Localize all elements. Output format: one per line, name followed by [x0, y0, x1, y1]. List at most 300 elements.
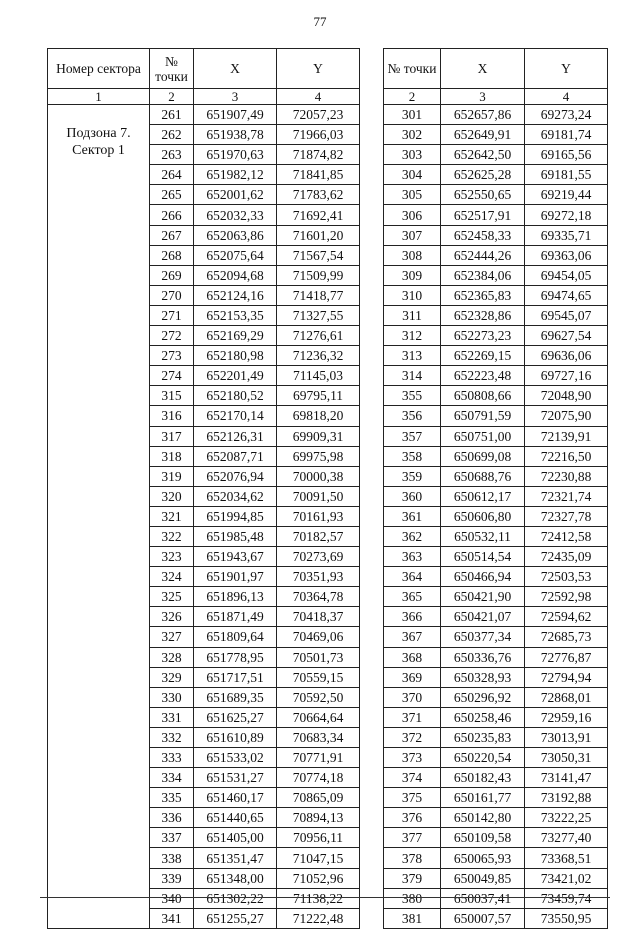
x-coordinate-cell: 652126,31: [194, 426, 277, 446]
point-number-cell: 362: [384, 526, 441, 546]
x-coordinate-cell: 650751,00: [441, 426, 525, 446]
x-coordinate-cell: 652087,71: [194, 446, 277, 466]
point-number-cell: 335: [150, 788, 194, 808]
y-coordinate-cell: 71692,41: [277, 205, 360, 225]
column-number: 4: [277, 89, 360, 105]
x-coordinate-cell: 652223,48: [441, 366, 525, 386]
x-coordinate-cell: 650699,08: [441, 446, 525, 466]
point-number-cell: 380: [384, 888, 441, 908]
table-row: [384, 828, 608, 848]
table-row: [384, 808, 608, 828]
y-coordinate-cell: 72503,53: [525, 567, 608, 587]
y-coordinate-cell: 72685,73: [525, 627, 608, 647]
y-coordinate-cell: 71236,32: [277, 346, 360, 366]
y-coordinate-cell: 72594,62: [525, 607, 608, 627]
point-number-cell: 355: [384, 386, 441, 406]
table-row: [384, 848, 608, 868]
x-coordinate-cell: 651255,27: [194, 908, 277, 928]
x-coordinate-cell: 650161,77: [441, 788, 525, 808]
y-coordinate-cell: 73277,40: [525, 828, 608, 848]
point-number-cell: 269: [150, 265, 194, 285]
point-number-cell: 302: [384, 125, 441, 145]
point-number-cell: 333: [150, 748, 194, 768]
y-coordinate-cell: 69975,98: [277, 446, 360, 466]
point-number-cell: 318: [150, 446, 194, 466]
x-coordinate-cell: 651531,27: [194, 768, 277, 788]
point-number-cell: 306: [384, 205, 441, 225]
x-coordinate-cell: 651348,00: [194, 868, 277, 888]
column-number: 2: [384, 89, 441, 105]
y-coordinate-cell: 72959,16: [525, 707, 608, 727]
point-number-cell: 368: [384, 647, 441, 667]
x-coordinate-cell: 650606,80: [441, 506, 525, 526]
table-row: [384, 486, 608, 506]
point-number-cell: 320: [150, 486, 194, 506]
y-coordinate-cell: 70161,93: [277, 506, 360, 526]
y-coordinate-cell: 71874,82: [277, 145, 360, 165]
point-number-cell: 317: [150, 426, 194, 446]
point-number-cell: 273: [150, 346, 194, 366]
point-number-cell: 336: [150, 808, 194, 828]
x-coordinate-cell: 651460,17: [194, 788, 277, 808]
point-number-cell: 272: [150, 326, 194, 346]
x-coordinate-cell: 652124,16: [194, 285, 277, 305]
x-coordinate-cell: 650421,90: [441, 587, 525, 607]
y-coordinate-cell: 70664,64: [277, 707, 360, 727]
header-y: Y: [277, 49, 360, 89]
right-coordinates-table: [383, 48, 608, 929]
y-coordinate-cell: 71841,85: [277, 165, 360, 185]
y-coordinate-cell: 69181,55: [525, 165, 608, 185]
y-coordinate-cell: 70865,09: [277, 788, 360, 808]
x-coordinate-cell: 651778,95: [194, 647, 277, 667]
x-coordinate-cell: 652001,62: [194, 185, 277, 205]
point-number-cell: 366: [384, 607, 441, 627]
x-coordinate-cell: 651907,49: [194, 105, 277, 125]
x-coordinate-cell: 652384,06: [441, 265, 525, 285]
x-coordinate-cell: 652273,23: [441, 326, 525, 346]
x-coordinate-cell: 651689,35: [194, 687, 277, 707]
header-sector: Номер сектора: [48, 49, 150, 89]
point-number-cell: 341: [150, 908, 194, 928]
x-coordinate-cell: 652094,68: [194, 265, 277, 285]
y-coordinate-cell: 73550,95: [525, 908, 608, 928]
y-coordinate-cell: 73141,47: [525, 768, 608, 788]
y-coordinate-cell: 69727,16: [525, 366, 608, 386]
point-number-cell: 378: [384, 848, 441, 868]
table-row: [384, 285, 608, 305]
table-row: [384, 788, 608, 808]
point-number-cell: 328: [150, 647, 194, 667]
point-number-cell: 330: [150, 687, 194, 707]
y-coordinate-cell: 69165,56: [525, 145, 608, 165]
point-number-cell: 262: [150, 125, 194, 145]
y-coordinate-cell: 69363,06: [525, 245, 608, 265]
y-coordinate-cell: 71567,54: [277, 245, 360, 265]
column-number: 2: [150, 89, 194, 105]
x-coordinate-cell: 652169,29: [194, 326, 277, 346]
point-number-cell: 326: [150, 607, 194, 627]
point-number-cell: 364: [384, 567, 441, 587]
x-coordinate-cell: 650808,66: [441, 386, 525, 406]
x-coordinate-cell: 652642,50: [441, 145, 525, 165]
table-row: [384, 607, 608, 627]
y-coordinate-cell: 70000,38: [277, 466, 360, 486]
table-row: [384, 265, 608, 285]
x-coordinate-cell: 651717,51: [194, 667, 277, 687]
x-coordinate-cell: 650142,80: [441, 808, 525, 828]
y-coordinate-cell: 70501,73: [277, 647, 360, 667]
table-row: [384, 426, 608, 446]
table-row: [384, 748, 608, 768]
y-coordinate-cell: 71509,99: [277, 265, 360, 285]
point-number-cell: 312: [384, 326, 441, 346]
point-number-cell: 315: [150, 386, 194, 406]
table-row: [384, 245, 608, 265]
y-coordinate-cell: 72075,90: [525, 406, 608, 426]
table-row: [384, 647, 608, 667]
point-number-cell: 270: [150, 285, 194, 305]
column-number-row: [384, 89, 608, 105]
point-number-cell: 274: [150, 366, 194, 386]
y-coordinate-cell: 69454,05: [525, 265, 608, 285]
y-coordinate-cell: 69795,11: [277, 386, 360, 406]
table-row: [48, 105, 360, 125]
x-coordinate-cell: 651985,48: [194, 526, 277, 546]
point-number-cell: 327: [150, 627, 194, 647]
x-coordinate-cell: 651871,49: [194, 607, 277, 627]
table-row: [384, 225, 608, 245]
table-row: [384, 205, 608, 225]
point-number-cell: 271: [150, 305, 194, 325]
y-coordinate-cell: 72321,74: [525, 486, 608, 506]
x-coordinate-cell: 651994,85: [194, 506, 277, 526]
x-coordinate-cell: 650336,76: [441, 647, 525, 667]
point-number-cell: 322: [150, 526, 194, 546]
y-coordinate-cell: 72794,94: [525, 667, 608, 687]
x-coordinate-cell: 652328,86: [441, 305, 525, 325]
point-number-cell: 303: [384, 145, 441, 165]
point-number-cell: 304: [384, 165, 441, 185]
point-number-cell: 265: [150, 185, 194, 205]
point-number-cell: 369: [384, 667, 441, 687]
x-coordinate-cell: 650037,41: [441, 888, 525, 908]
x-coordinate-cell: 651610,89: [194, 727, 277, 747]
point-number-cell: 376: [384, 808, 441, 828]
x-coordinate-cell: 652180,52: [194, 386, 277, 406]
point-number-cell: 268: [150, 245, 194, 265]
table-row: [384, 125, 608, 145]
header-row: [48, 49, 360, 89]
y-coordinate-cell: 73192,88: [525, 788, 608, 808]
table-row: [384, 145, 608, 165]
y-coordinate-cell: 69272,18: [525, 205, 608, 225]
x-coordinate-cell: 651938,78: [194, 125, 277, 145]
point-number-cell: 359: [384, 466, 441, 486]
x-coordinate-cell: 650514,54: [441, 547, 525, 567]
point-number-cell: 374: [384, 768, 441, 788]
y-coordinate-cell: 70364,78: [277, 587, 360, 607]
point-number-cell: 370: [384, 687, 441, 707]
y-coordinate-cell: 69335,71: [525, 225, 608, 245]
x-coordinate-cell: 650421,07: [441, 607, 525, 627]
y-coordinate-cell: 71047,15: [277, 848, 360, 868]
x-coordinate-cell: 651896,13: [194, 587, 277, 607]
point-number-cell: 310: [384, 285, 441, 305]
header-x: X: [441, 49, 525, 89]
x-coordinate-cell: 650182,43: [441, 768, 525, 788]
point-number-cell: 325: [150, 587, 194, 607]
table-row: [384, 406, 608, 426]
sector-label-line: Сектор 1: [72, 143, 125, 158]
y-coordinate-cell: 71783,62: [277, 185, 360, 205]
x-coordinate-cell: 652517,91: [441, 205, 525, 225]
x-coordinate-cell: 652458,33: [441, 225, 525, 245]
y-coordinate-cell: 69545,07: [525, 305, 608, 325]
table-row: [384, 868, 608, 888]
point-number-cell: 319: [150, 466, 194, 486]
point-number-cell: 372: [384, 727, 441, 747]
point-number-cell: 377: [384, 828, 441, 848]
column-number: 3: [441, 89, 525, 105]
y-coordinate-cell: 70894,13: [277, 808, 360, 828]
x-coordinate-cell: 652625,28: [441, 165, 525, 185]
header-row: [384, 49, 608, 89]
y-coordinate-cell: 70774,18: [277, 768, 360, 788]
x-coordinate-cell: 652201,49: [194, 366, 277, 386]
y-coordinate-cell: 71222,48: [277, 908, 360, 928]
point-number-cell: 267: [150, 225, 194, 245]
y-coordinate-cell: 71966,03: [277, 125, 360, 145]
point-number-cell: 331: [150, 707, 194, 727]
point-number-cell: 266: [150, 205, 194, 225]
page-bottom-rule: [40, 897, 610, 898]
point-number-cell: 375: [384, 788, 441, 808]
x-coordinate-cell: 650612,17: [441, 486, 525, 506]
x-coordinate-cell: 651809,64: [194, 627, 277, 647]
y-coordinate-cell: 72435,09: [525, 547, 608, 567]
sector-label: [48, 105, 150, 929]
point-number-cell: 337: [150, 828, 194, 848]
y-coordinate-cell: 72139,91: [525, 426, 608, 446]
x-coordinate-cell: 652649,91: [441, 125, 525, 145]
point-number-cell: 363: [384, 547, 441, 567]
y-coordinate-cell: 71138,22: [277, 888, 360, 908]
point-number-cell: 358: [384, 446, 441, 466]
y-coordinate-cell: 71327,55: [277, 305, 360, 325]
point-number-cell: 371: [384, 707, 441, 727]
point-number-cell: 340: [150, 888, 194, 908]
table-row: [384, 446, 608, 466]
x-coordinate-cell: 652170,14: [194, 406, 277, 426]
point-number-cell: 338: [150, 848, 194, 868]
y-coordinate-cell: 70771,91: [277, 748, 360, 768]
point-number-cell: 356: [384, 406, 441, 426]
x-coordinate-cell: 652153,35: [194, 305, 277, 325]
point-number-cell: 379: [384, 868, 441, 888]
table-row: [384, 727, 608, 747]
x-coordinate-cell: 651970,63: [194, 145, 277, 165]
point-number-cell: 307: [384, 225, 441, 245]
y-coordinate-cell: 73222,25: [525, 808, 608, 828]
table-row: [384, 386, 608, 406]
y-coordinate-cell: 69627,54: [525, 326, 608, 346]
y-coordinate-cell: 73421,02: [525, 868, 608, 888]
table-row: [384, 466, 608, 486]
point-number-cell: 373: [384, 748, 441, 768]
y-coordinate-cell: 69474,65: [525, 285, 608, 305]
table-row: [384, 888, 608, 908]
point-number-cell: 357: [384, 426, 441, 446]
point-number-cell: 264: [150, 165, 194, 185]
y-coordinate-cell: 69181,74: [525, 125, 608, 145]
x-coordinate-cell: 650235,83: [441, 727, 525, 747]
x-coordinate-cell: 650377,34: [441, 627, 525, 647]
table-row: [384, 547, 608, 567]
y-coordinate-cell: 73050,31: [525, 748, 608, 768]
header-y: Y: [525, 49, 608, 89]
y-coordinate-cell: 72216,50: [525, 446, 608, 466]
y-coordinate-cell: 70559,15: [277, 667, 360, 687]
point-number-cell: 339: [150, 868, 194, 888]
x-coordinate-cell: 651351,47: [194, 848, 277, 868]
point-number-cell: 263: [150, 145, 194, 165]
x-coordinate-cell: 651901,97: [194, 567, 277, 587]
table-row: [384, 326, 608, 346]
point-number-cell: 381: [384, 908, 441, 928]
point-number-cell: 309: [384, 265, 441, 285]
table-row: [384, 165, 608, 185]
y-coordinate-cell: 72776,87: [525, 647, 608, 667]
column-number: 3: [194, 89, 277, 105]
point-number-cell: 360: [384, 486, 441, 506]
x-coordinate-cell: 651982,12: [194, 165, 277, 185]
column-number: 4: [525, 89, 608, 105]
table-row: [384, 627, 608, 647]
table-row: [384, 346, 608, 366]
y-coordinate-cell: 73459,74: [525, 888, 608, 908]
y-coordinate-cell: 69909,31: [277, 426, 360, 446]
x-coordinate-cell: 652365,83: [441, 285, 525, 305]
table-row: [384, 768, 608, 788]
point-number-cell: 316: [150, 406, 194, 426]
y-coordinate-cell: 72327,78: [525, 506, 608, 526]
x-coordinate-cell: 651625,27: [194, 707, 277, 727]
point-number-cell: 329: [150, 667, 194, 687]
point-number-cell: 301: [384, 105, 441, 125]
x-coordinate-cell: 650466,94: [441, 567, 525, 587]
x-coordinate-cell: 650007,57: [441, 908, 525, 928]
point-number-cell: 305: [384, 185, 441, 205]
table-row: [384, 707, 608, 727]
table-row: [384, 687, 608, 707]
x-coordinate-cell: 650296,92: [441, 687, 525, 707]
y-coordinate-cell: 70469,06: [277, 627, 360, 647]
x-coordinate-cell: 651440,65: [194, 808, 277, 828]
column-number-row: [48, 89, 360, 105]
x-coordinate-cell: 650791,59: [441, 406, 525, 426]
y-coordinate-cell: 72057,23: [277, 105, 360, 125]
x-coordinate-cell: 652063,86: [194, 225, 277, 245]
point-number-cell: 323: [150, 547, 194, 567]
x-coordinate-cell: 651302,22: [194, 888, 277, 908]
point-number-cell: 261: [150, 105, 194, 125]
y-coordinate-cell: 70273,69: [277, 547, 360, 567]
x-coordinate-cell: 650532,11: [441, 526, 525, 546]
page-number: 77: [313, 14, 327, 29]
y-coordinate-cell: 71276,61: [277, 326, 360, 346]
x-coordinate-cell: 651533,02: [194, 748, 277, 768]
header-point-number: № точки: [150, 49, 194, 89]
x-coordinate-cell: 650328,93: [441, 667, 525, 687]
table-row: [384, 305, 608, 325]
y-coordinate-cell: 70091,50: [277, 486, 360, 506]
point-number-cell: 332: [150, 727, 194, 747]
y-coordinate-cell: 69273,24: [525, 105, 608, 125]
y-coordinate-cell: 70592,50: [277, 687, 360, 707]
left-table-body: [48, 105, 360, 929]
y-coordinate-cell: 72592,98: [525, 587, 608, 607]
x-coordinate-cell: 652180,98: [194, 346, 277, 366]
header-point-number: № точки: [384, 49, 441, 89]
table-row: [384, 526, 608, 546]
y-coordinate-cell: 70182,57: [277, 526, 360, 546]
y-coordinate-cell: 72048,90: [525, 386, 608, 406]
point-number-cell: 313: [384, 346, 441, 366]
table-row: [384, 667, 608, 687]
table-row: [384, 506, 608, 526]
y-coordinate-cell: 70418,37: [277, 607, 360, 627]
x-coordinate-cell: 652269,15: [441, 346, 525, 366]
x-coordinate-cell: 652034,62: [194, 486, 277, 506]
table-row: [384, 185, 608, 205]
y-coordinate-cell: 71145,03: [277, 366, 360, 386]
table-row: [384, 366, 608, 386]
table-row: [384, 587, 608, 607]
x-coordinate-cell: 652032,33: [194, 205, 277, 225]
y-coordinate-cell: 69636,06: [525, 346, 608, 366]
right-table-body: [384, 105, 608, 929]
left-coordinates-table: [47, 48, 360, 929]
point-number-cell: 367: [384, 627, 441, 647]
y-coordinate-cell: 69818,20: [277, 406, 360, 426]
column-number: 1: [48, 89, 150, 105]
y-coordinate-cell: 72412,58: [525, 526, 608, 546]
x-coordinate-cell: 650109,58: [441, 828, 525, 848]
point-number-cell: 334: [150, 768, 194, 788]
y-coordinate-cell: 70956,11: [277, 828, 360, 848]
point-number-cell: 314: [384, 366, 441, 386]
point-number-cell: 308: [384, 245, 441, 265]
y-coordinate-cell: 73013,91: [525, 727, 608, 747]
y-coordinate-cell: 72230,88: [525, 466, 608, 486]
x-coordinate-cell: 650065,93: [441, 848, 525, 868]
x-coordinate-cell: 650688,76: [441, 466, 525, 486]
point-number-cell: 324: [150, 567, 194, 587]
y-coordinate-cell: 70683,34: [277, 727, 360, 747]
table-row: [384, 567, 608, 587]
x-coordinate-cell: 651943,67: [194, 547, 277, 567]
sector-label-line: Подзона 7.: [66, 126, 131, 141]
y-coordinate-cell: 71052,96: [277, 868, 360, 888]
y-coordinate-cell: 71418,77: [277, 285, 360, 305]
x-coordinate-cell: 650220,54: [441, 748, 525, 768]
x-coordinate-cell: 650258,46: [441, 707, 525, 727]
x-coordinate-cell: 652075,64: [194, 245, 277, 265]
y-coordinate-cell: 73368,51: [525, 848, 608, 868]
table-row: [384, 105, 608, 125]
point-number-cell: 321: [150, 506, 194, 526]
